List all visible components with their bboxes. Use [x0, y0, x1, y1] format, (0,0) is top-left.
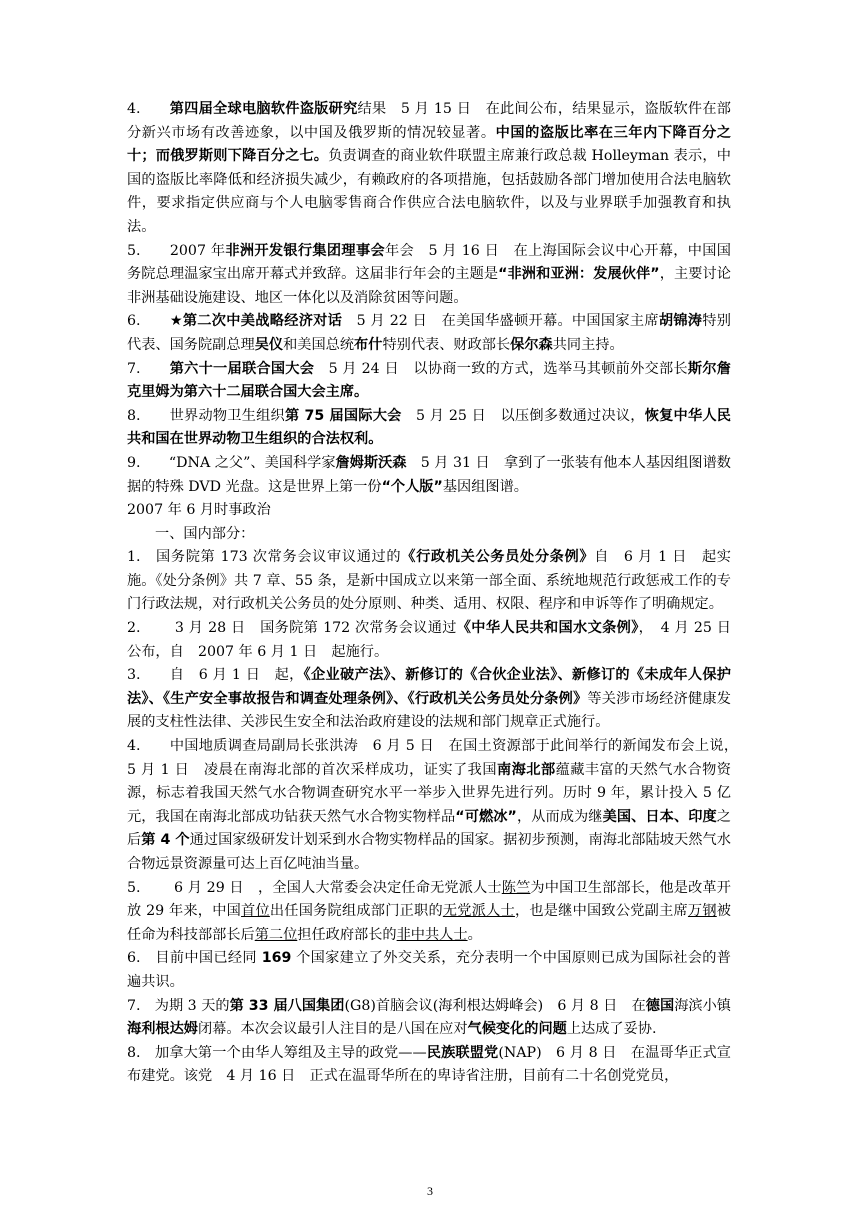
text-run: 自 6 月 1 日 起实施。《处分条例》共 7 章、55 条，是新中国成立以来第一部全面、系统地规范行政惩戒工作的专门行政法规，对行政机关公务员的处分原则、种类、适用、权限、程序和申诉等作了明确规定。	[127, 549, 731, 613]
news-item	[127, 98, 731, 240]
underlined-text: 首位	[241, 903, 270, 920]
text-run: ，从而成为继	[516, 808, 603, 825]
bold-text: 第四届全球电脑软件盗版研究	[169, 101, 358, 117]
bold-text: 第 75 届国际大会	[284, 407, 402, 424]
bold-text: 《企业破产法》、新修订的《合伙企业法》、新修订的《未成年人保护法》、《生产安全事故报告和调查处理条例》、《行政机关公务员处分条例》	[127, 667, 731, 707]
text-run: 闭幕。本次会议最引人注目的是八国在应对	[197, 1021, 468, 1038]
bold-text: “个人版”	[381, 478, 443, 495]
underlined-text: 陈竺	[501, 879, 531, 896]
text-run: 蕴藏丰富的天然气水合物资源，标志着我国天然气水合物调查研究水平一举步入世界先进行列。历时 9 年，累计投入 5 亿元，我国在南海北部成功钻获天然气水合物实物样品	[127, 761, 731, 825]
text-run: 出任国务院组成部门正职的	[269, 903, 443, 920]
bold-text: 169	[261, 950, 292, 967]
page-number: 3	[427, 1184, 433, 1198]
news-item	[127, 240, 731, 311]
bold-text: “可燃冰”	[455, 808, 517, 825]
bold-text: “非洲和亚洲：发展伙伴”	[498, 266, 660, 283]
bold-text: 美国、日本、印度	[602, 808, 717, 825]
text-run: 5. 6 月 29 日 ，全国人大常委会决定任命无党派人士	[127, 879, 502, 896]
text-run: 8. 世界动物卫生组织	[127, 407, 285, 424]
bold-text: 非洲开发银行集团理事会	[225, 242, 385, 259]
bold-text: 斯尔詹克里姆为第六十二届联合国大会主席。	[127, 360, 731, 401]
news-items-domestic	[127, 546, 746, 1089]
text-run: 。	[467, 926, 482, 943]
bold-text: 胡锦涛	[658, 313, 703, 330]
bold-text: 布什	[354, 336, 383, 353]
text-run: 7. 为期 3 天的	[127, 997, 230, 1014]
news-item	[127, 877, 731, 948]
bold-text: 南海北部	[497, 761, 556, 778]
bold-text: 德国	[645, 997, 675, 1014]
text-run: ， 4 月 25 日 公布，自 2007 年 6 月 1 日 起施行。	[127, 620, 746, 660]
news-item	[127, 735, 746, 877]
text-run: 6.	[127, 313, 170, 330]
bold-text: ★第二次中美战略经济对话	[169, 313, 343, 330]
text-run: 结果 5 月 15 日 在此间公布，结果显示，盗版软件在部分新兴市场有改善迹象，以中国及俄罗斯的情况较显著。	[127, 101, 731, 141]
section-subheading: 一、国内部分：	[155, 525, 255, 542]
text-run: (G8)首脑会议(海利根达姆峰会) 6 月 8 日 在	[344, 997, 646, 1014]
text-run: 3. 自 6 月 1 日 起，	[127, 667, 304, 684]
news-item	[127, 358, 731, 405]
page-content	[127, 98, 746, 1089]
text-run: 共同主持。	[552, 336, 624, 353]
text-run: 特别代表、国务院副总理	[127, 313, 731, 353]
text-run: 年会 5 月 16 日 在上海国际会议中心开幕，中国国务院总理温家宝出席开幕式并致辞。这届非行年会的主题是	[127, 242, 731, 283]
text-run: 等关涉市场经济健康发展的支柱性法律、关涉民生安全和法治政府建设的法规和部门规章正式施行。	[127, 690, 731, 731]
text-run: 个国家建立了外交关系，充分表明一个中国原则已成为国际社会的普遍共识。	[127, 950, 731, 990]
text-run: 海滨小镇	[674, 997, 731, 1014]
text-run: ，主要讨论非洲基础设施建设、地区一体化以及消除贫困等问题。	[127, 266, 731, 306]
text-run: 5 月 31 日 拿到了一张装有他本人基因组图谱数据的特殊 DVD 光盘。这是世界上第一份	[127, 454, 731, 495]
text-run: 4. 中国地质调查局副局长张洪涛 6 月 5 日 在国土资源部于此间举行的新闻发布会上说， 5 月 1 日 凌晨在南海北部的首次采样成功，证实了我国	[127, 738, 746, 778]
news-item	[127, 947, 731, 994]
underlined-text: 万钢	[687, 903, 717, 920]
news-item	[127, 664, 731, 735]
bold-text: 气候变化的问题	[467, 1021, 567, 1038]
text-run: 9. “DNA 之父”、美国科学家	[127, 454, 336, 471]
bold-text: 詹姆斯沃森	[335, 454, 407, 471]
text-run: 之后	[127, 808, 731, 849]
text-run: 7.	[127, 360, 170, 377]
text-run: 为中国卫生部部长，他是改革开放 29 年来，中国	[127, 879, 731, 920]
text-run: 5. 2007 年	[127, 242, 226, 259]
news-item	[127, 310, 731, 357]
text-run: 特别代表、财政部长	[382, 336, 511, 353]
text-run: 2. 3 月 28 日 国务院第 172 次常务会议通过	[127, 620, 457, 637]
underlined-text: 非中共人士	[396, 926, 468, 943]
news-item	[127, 452, 731, 499]
text-run: 1. 国务院第 173 次常务会议审议通过的	[127, 549, 402, 566]
text-run: 5 月 24 日 以协商一致的方式，选举马其顿前外交部长	[314, 360, 688, 377]
underlined-text: 无党派人士	[442, 903, 515, 920]
news-items-may	[127, 98, 731, 499]
news-item	[127, 546, 731, 617]
bold-text: 第 33 届八国集团	[229, 997, 345, 1014]
news-item	[127, 405, 731, 452]
underlined-text: 第二位	[254, 926, 298, 943]
news-item	[127, 1042, 731, 1089]
bold-text: 《中华人民共和国水文条例》	[456, 620, 639, 637]
text-run: 5 月 22 日 在美国华盛顿开幕。中国国家主席	[342, 313, 659, 330]
text-run: 5 月 25 日 以压倒多数通过决议，	[401, 407, 645, 424]
text-run: 通过国家级研发计划采到水合物实物样品的国家。据初步预测，南海北部陆坡天然气水合物远景资源量可达上百亿吨油当量。	[127, 832, 731, 872]
text-run: 上达成了妥协.	[566, 1021, 657, 1038]
section-heading: 2007 年 6 月时事政治	[127, 502, 271, 519]
text-run: 负责调查的商业软件联盟主席兼行政总裁 Holleyman 表示，中国的盗版比率降低和经济损失减少，有赖政府的各项措施，包括鼓励各部门增加使用合法电脑软件，要求指定供应商与个人电脑零售商合作供应合法电脑软件，以及与业界联手加强教育和执法。	[127, 148, 731, 235]
bold-text: 第 4 个	[141, 832, 190, 849]
bold-text: 吴仪	[254, 336, 284, 353]
bold-text: 中国的盗版比率在三年内下降百分之十；而俄罗斯则下降百分之七。	[127, 124, 731, 165]
bold-text: 保尔森	[510, 336, 553, 353]
bold-text: 《行政机关公务员处分条例》	[401, 549, 595, 566]
text-run: 8. 加拿大第一个由华人筹组及主导的政党——	[127, 1044, 427, 1061]
bold-text: 海利根达姆	[127, 1021, 198, 1038]
bold-text: 第六十一届联合国大会	[169, 360, 315, 377]
text-run: ，也是继中国致公党副主席	[514, 903, 688, 920]
text-run: (NAP) 6 月 8 日 在温哥华正式宣布建党。该党 4 月 16 日 正式在温哥华所在的卑诗省注册，目前有二十名创党党员，	[127, 1044, 731, 1085]
news-item	[127, 617, 746, 664]
text-run: 6. 目前中国已经同	[127, 950, 262, 967]
text-run: 基因组图谱。	[442, 478, 528, 495]
text-run: 被任命为科技部部长后	[127, 903, 731, 943]
bold-text: 民族联盟党	[426, 1044, 499, 1061]
text-run: 和美国总统	[283, 336, 355, 353]
text-run: 担任政府部长的	[297, 926, 397, 943]
news-item	[127, 995, 731, 1042]
bold-text: 恢复中华人民共和国在世界动物卫生组织的合法权利。	[127, 407, 731, 448]
text-run: 4.	[127, 101, 170, 117]
